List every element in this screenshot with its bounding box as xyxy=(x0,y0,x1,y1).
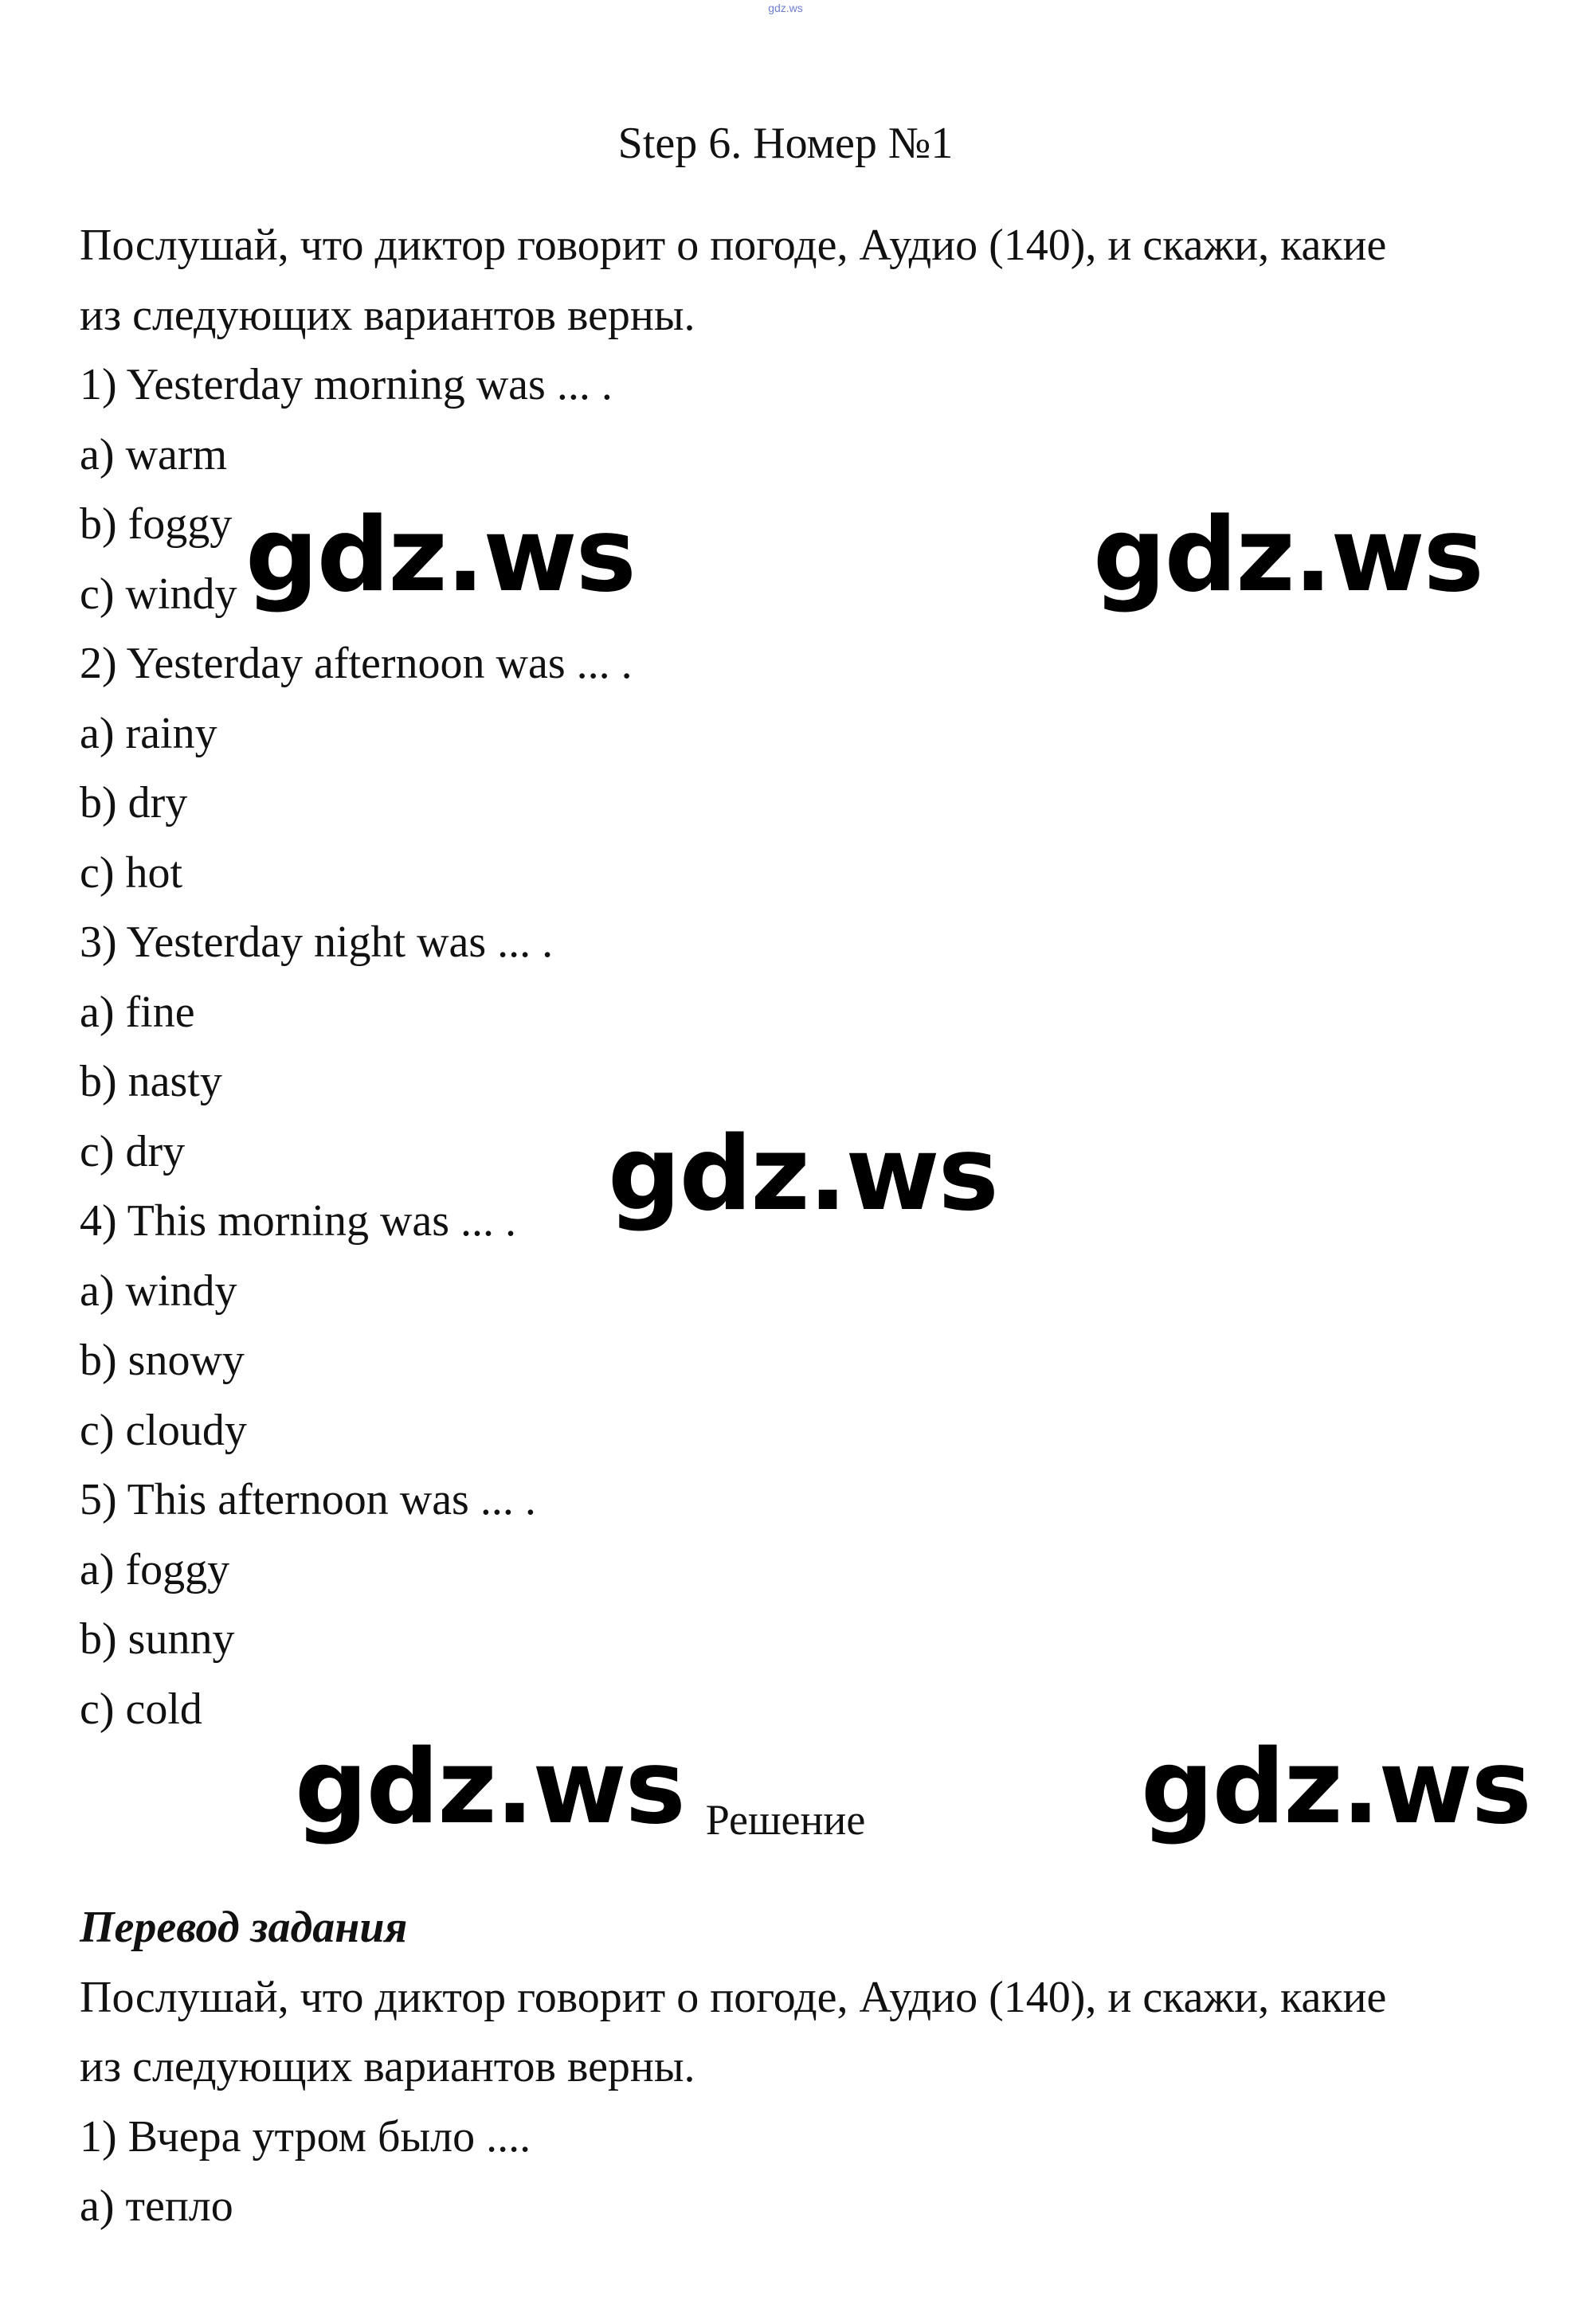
question-1: 1) Yesterday morning was ... . xyxy=(80,360,613,409)
watermark: gdz.ws xyxy=(608,1115,997,1234)
option-5b: b) sunny xyxy=(80,1614,235,1664)
option-1a: a) warm xyxy=(80,429,228,479)
translation-heading: Перевод задания xyxy=(80,1903,408,1952)
option-1b: b) foggy xyxy=(80,499,233,549)
instruction-line: Послушай, что диктор говорит о погоде, Аудио (140), и скажи, какие xyxy=(80,221,1387,270)
option-4c: c) cloudy xyxy=(80,1405,247,1455)
page-title: Step 6. Номер №1 xyxy=(617,119,954,168)
watermark: gdz.ws xyxy=(295,1728,684,1847)
option-3c: c) dry xyxy=(80,1126,186,1176)
option-3a: a) fine xyxy=(80,987,195,1037)
watermark: gdz.ws xyxy=(245,496,635,615)
question-2: 2) Yesterday afternoon was ... . xyxy=(80,639,633,688)
translation-instruction-line: из следующих вариантов верны. xyxy=(80,2042,695,2091)
translation-section xyxy=(80,1893,1498,2242)
option-4a: a) windy xyxy=(80,1266,237,1316)
instruction-line: из следующих вариантов верны. xyxy=(80,290,695,340)
option-1c: c) windy xyxy=(80,569,237,619)
option-3b: b) nasty xyxy=(80,1057,222,1106)
translation-instruction-line: Послушай, что диктор говорит о погоде, Аудио (140), и скажи, какие xyxy=(80,1972,1387,2022)
option-2c: c) hot xyxy=(80,847,183,898)
solution-label: Решение xyxy=(705,1796,866,1844)
question-3: 3) Yesterday night was ... . xyxy=(80,917,554,967)
option-2a: a) rainy xyxy=(80,708,217,758)
watermark: gdz.ws xyxy=(1093,496,1483,615)
question-5: 5) This afternoon was ... . xyxy=(80,1475,536,1524)
option-5a: a) foggy xyxy=(80,1544,230,1594)
option-5c: c) cold xyxy=(80,1684,202,1734)
question-4: 4) This morning was ... . xyxy=(80,1196,517,1246)
site-mark: gdz.ws xyxy=(768,2,803,14)
task-content xyxy=(80,211,1498,1744)
option-2b: b) dry xyxy=(80,778,188,827)
translation-option-1a: a) тепло xyxy=(80,2181,233,2231)
option-4b: b) snowy xyxy=(80,1336,245,1385)
translation-question-1: 1) Вчера утром было .... xyxy=(80,2111,531,2162)
watermark: gdz.ws xyxy=(1141,1728,1530,1847)
